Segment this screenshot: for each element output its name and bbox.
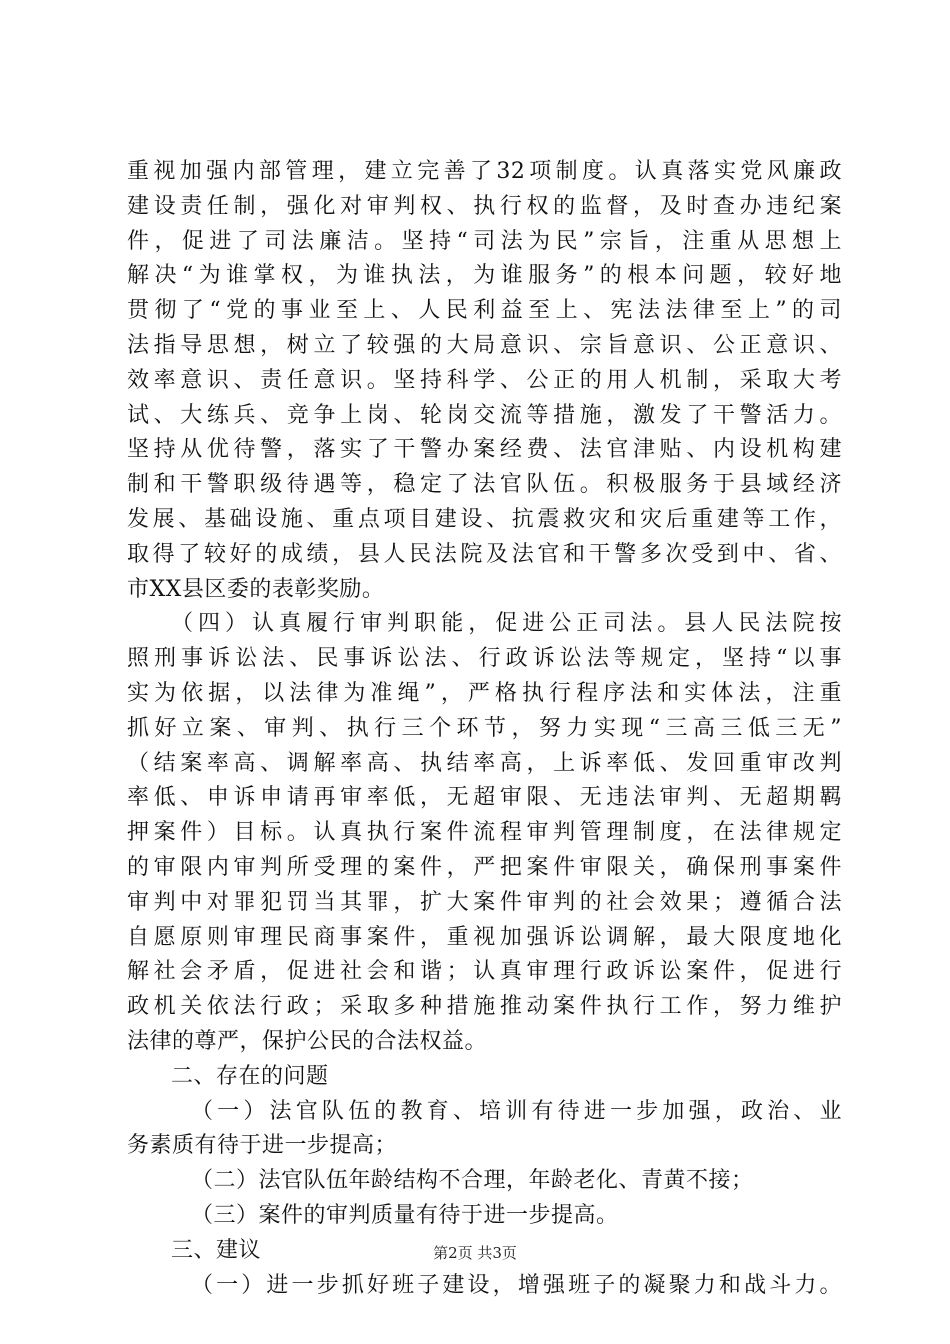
text-line: （一）进一步抓好班子建设，增强班子的凝聚力和战斗力。 — [191, 1272, 842, 1298]
text-line: 解决“为谁掌权，为谁执法，为谁服务”的根本问题，较好地 — [127, 263, 842, 289]
text-line: 务素质有待于进一步提高； — [127, 1133, 398, 1159]
text-line: 效率意识、责任意识。坚持科学、公正的用人机制，采取大考 — [127, 367, 842, 393]
text-line: 发展、基础设施、重点项目建设、抗震救灾和灾后重建等工作， — [127, 506, 842, 532]
text-line: 法指导思想，树立了较强的大局意识、宗旨意识、公正意识、 — [127, 332, 842, 358]
page-footer: 第2页 共3页 — [433, 1244, 517, 1262]
text-line: （结案率高、调解率高、执结率高，上诉率低、发回重审改判 — [127, 750, 842, 776]
text-line: （二）法官队伍年龄结构不合理，年龄老化、青黄不接； — [191, 1168, 754, 1194]
text-line: 实为依据，以法律为准绳”，严格执行程序法和实体法，注重 — [127, 680, 842, 706]
text-line: 审判中对罪犯罚当其罪，扩大案件审判的社会效果；遵循合法 — [127, 889, 842, 915]
text-line: 坚持从优待警，落实了干警办案经费、法官津贴、内设机构建 — [127, 437, 842, 463]
text-line: 的审限内审判所受理的案件，严把案件审限关，确保刑事案件 — [127, 854, 842, 880]
body-text — [127, 155, 842, 1303]
text-line: 市XX县区委的表彰奖励。 — [127, 576, 385, 602]
text-line: 二、存在的问题 — [171, 1063, 329, 1089]
text-line: 抓好立案、审判、执行三个环节，努力实现“三高三低三无” — [127, 715, 842, 741]
text-line: （四）认真履行审判职能，促进公正司法。县人民法院按 — [171, 611, 842, 637]
text-line: 照刑事诉讼法、民事诉讼法、行政诉讼法等规定，坚持“以事 — [127, 646, 842, 672]
text-line: （三）案件的审判质量有待于进一步提高。 — [191, 1202, 619, 1228]
text-line: 法律的尊严，保护公民的合法权益。 — [127, 1028, 488, 1054]
text-line: 取得了较好的成绩，县人民法院及法官和干警多次受到中、省、 — [127, 541, 842, 567]
text-line: 试、大练兵、竞争上岗、轮岗交流等措施，激发了干警活力。 — [127, 402, 842, 428]
text-line: 三、建议 — [171, 1237, 262, 1263]
text-line: 押案件）目标。认真执行案件流程审判管理制度，在法律规定 — [127, 820, 842, 846]
text-line: 制和干警职级待遇等，稳定了法官队伍。积极服务于县域经济 — [127, 472, 842, 498]
text-line: 自愿原则审理民商事案件，重视加强诉讼调解，最大限度地化 — [127, 924, 842, 950]
text-line: 政机关依法行政；采取多种措施推动案件执行工作，努力维护 — [127, 994, 842, 1020]
text-line: 建设责任制，强化对审判权、执行权的监督，及时查办违纪案 — [127, 193, 842, 219]
text-line: 率低、申诉申请再审率低，无超审限、无违法审判、无超期羁 — [127, 785, 842, 811]
text-line: 重视加强内部管理，建立完善了32项制度。认真落实党风廉政 — [127, 159, 842, 184]
text-line: （一）法官队伍的教育、培训有待进一步加强，政治、业 — [191, 1098, 842, 1124]
text-line: 贯彻了“党的事业至上、人民利益至上、宪法法律至上”的司 — [127, 298, 842, 324]
text-line: 件，促进了司法廉洁。坚持“司法为民”宗旨，注重从思想上 — [127, 228, 842, 254]
text-line: 解社会矛盾，促进社会和谐；认真审理行政诉讼案件，促进行 — [127, 959, 842, 985]
